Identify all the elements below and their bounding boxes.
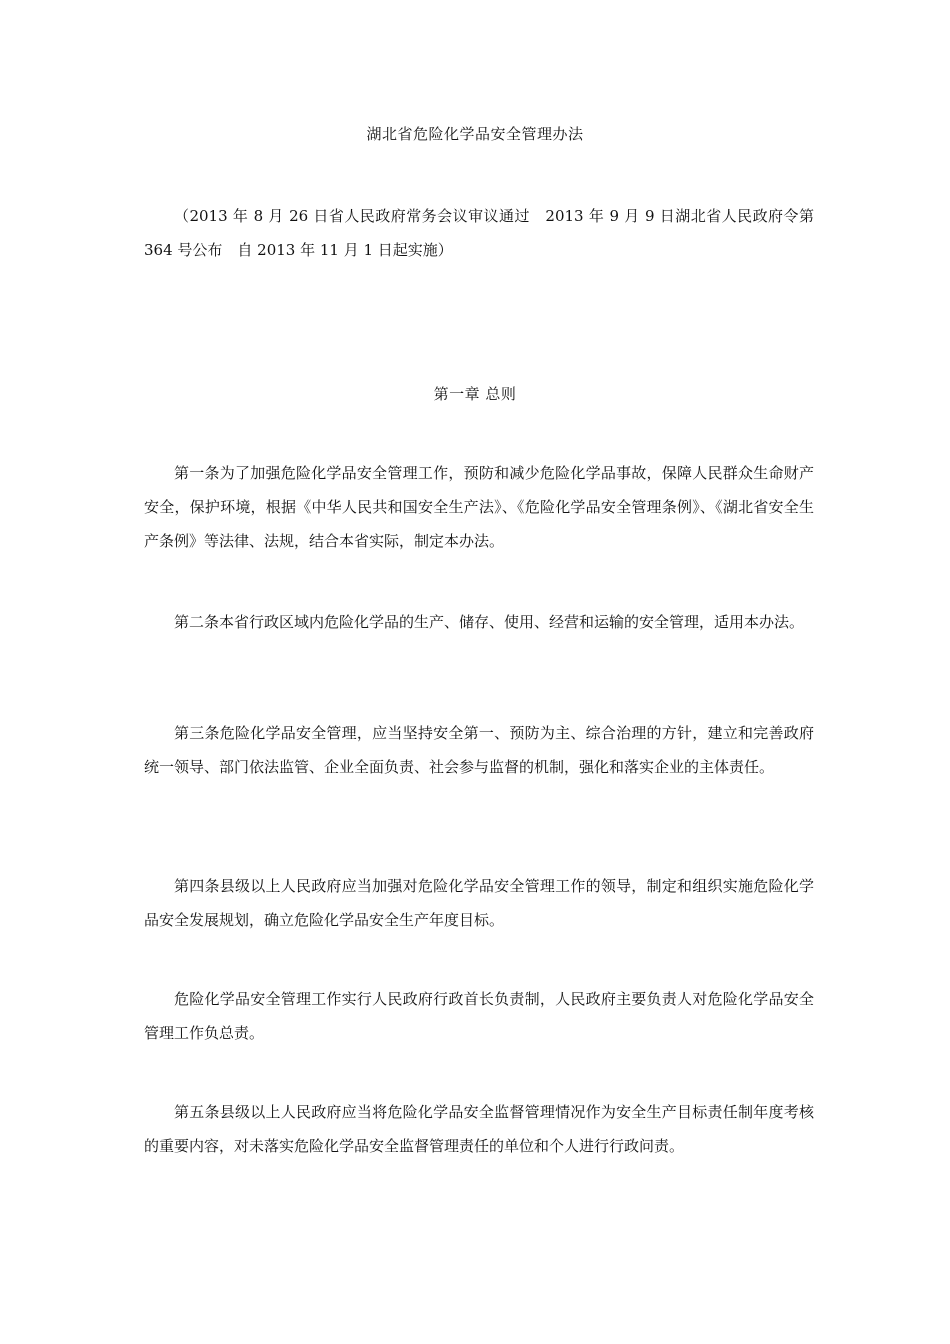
article-4-second-paragraph: 危险化学品安全管理工作实行人民政府行政首长负责制，人民政府主要负责人对危险化学品安全管理工作负总责。 (144, 990, 814, 1042)
article-1-paragraph: 第一条为了加强危险化学品安全管理工作，预防和减少危险化学品事故，保障人民群众生命财产安全，保护环境，根据《中华人民共和国安全生产法》、《危险化学品安全管理条例》、《湖北省安全生产条例》等法律、法规，结合本省实际，制定本办法。 (144, 464, 814, 550)
article-4-paragraph: 第四条县级以上人民政府应当加强对危险化学品安全管理工作的领导，制定和组织实施危险化学品安全发展规划，确立危险化学品安全生产年度目标。 (144, 877, 814, 929)
document-title: 湖北省危险化学品安全管理办法 (366, 125, 584, 143)
article-2-paragraph: 第二条本省行政区域内危险化学品的生产、储存、使用、经营和运输的安全管理，适用本办法。 (174, 613, 805, 631)
article-5-paragraph: 第五条县级以上人民政府应当将危险化学品安全监督管理情况作为安全生产目标责任制年度考核的重要内容，对未落实危险化学品安全监督管理责任的单位和个人进行行政问责。 (144, 1103, 814, 1155)
chapter-heading: 第一章 总则 (433, 385, 517, 403)
document-subtitle: （2013 年 8 月 26 日省人民政府常务会议审议通过 2013 年 9 月 9 日湖北省人民政府令第 364 号公布 自 2013 年 11 月 1 日起实施） (144, 207, 814, 259)
article-3-paragraph: 第三条危险化学品安全管理，应当坚持安全第一、预防为主、综合治理的方针，建立和完善政府统一领导、部门依法监管、企业全面负责、社会参与监督的机制，强化和落实企业的主体责任。 (144, 724, 814, 776)
